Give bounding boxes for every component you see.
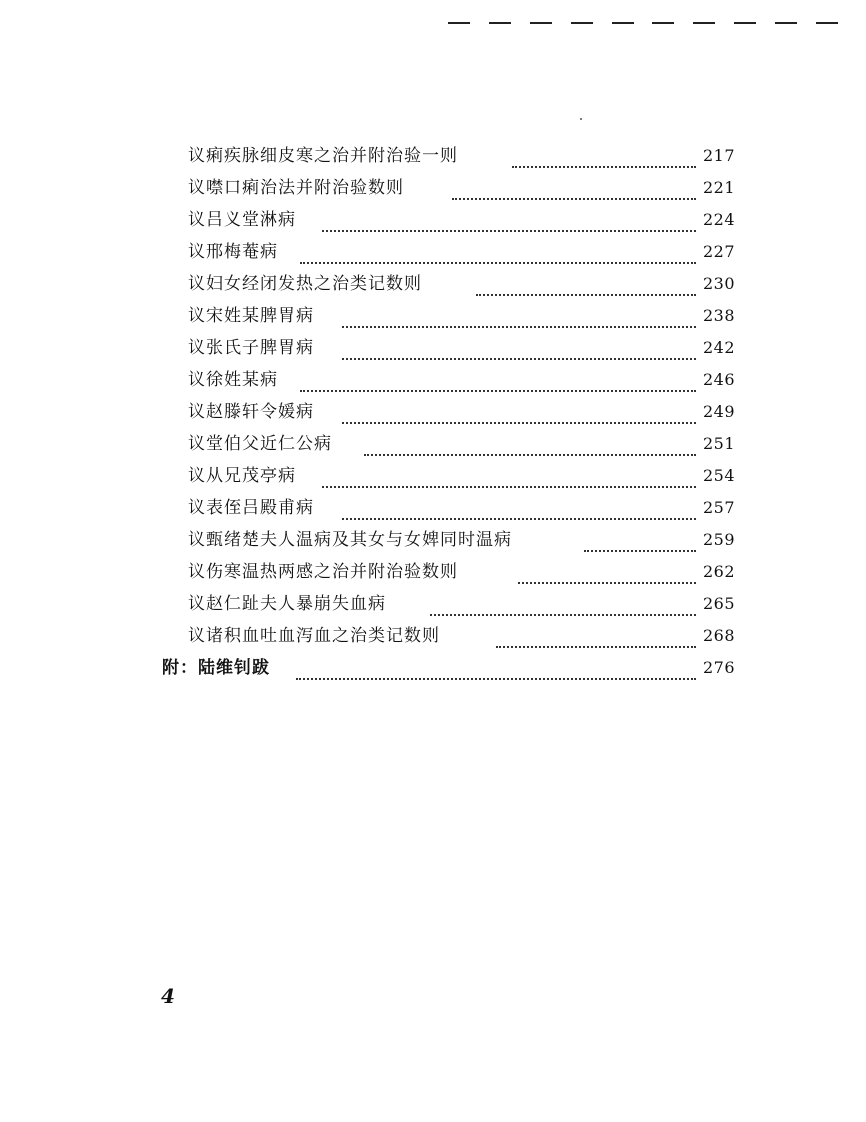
toc-entry[interactable] <box>0 236 866 268</box>
toc-entry-page: 217 <box>703 146 736 165</box>
toc-entry-page: 249 <box>703 402 736 421</box>
toc-entry-page: 251 <box>703 434 736 453</box>
toc-entry-page: 227 <box>703 242 736 261</box>
dot-leader <box>584 530 696 552</box>
dot-leader <box>364 434 696 456</box>
dot-leader <box>496 626 696 648</box>
toc-appendix-page: 276 <box>703 658 736 677</box>
toc-entry-page: 224 <box>703 210 736 229</box>
toc-entry[interactable] <box>0 428 866 460</box>
dot-leader <box>322 466 696 488</box>
toc-entry-page: 238 <box>703 306 736 325</box>
toc-entry-title: 议从兄茂亭病 <box>188 466 296 486</box>
toc-entry-title: 议徐姓某病 <box>188 370 278 390</box>
rule-dash <box>734 22 756 24</box>
toc-entry-page: 246 <box>703 370 736 389</box>
toc-entry[interactable] <box>0 492 866 524</box>
toc-appendix-title: 附：陆维钊跋 <box>162 658 270 678</box>
toc-entry[interactable] <box>0 588 866 620</box>
toc-entry[interactable] <box>0 524 866 556</box>
toc-entry[interactable] <box>0 332 866 364</box>
toc-entry-title: 议诸积血吐血泻血之治类记数则 <box>188 626 440 646</box>
rule-dash <box>816 22 838 24</box>
toc-entry-page: 242 <box>703 338 736 357</box>
toc-entry[interactable] <box>0 396 866 428</box>
scan-speck <box>580 118 582 120</box>
toc-entry-title: 议赵滕轩令媛病 <box>188 402 314 422</box>
toc-entry[interactable] <box>0 140 866 172</box>
dot-leader <box>452 178 696 200</box>
toc-entry-title: 议表侄吕殿甫病 <box>188 498 314 518</box>
dot-leader <box>342 498 696 520</box>
dot-leader <box>342 402 696 424</box>
dot-leader <box>342 306 696 328</box>
dot-leader <box>518 562 696 584</box>
toc-entry-title: 议妇女经闭发热之治类记数则 <box>188 274 422 294</box>
toc-entry-page: 257 <box>703 498 736 517</box>
dot-leader <box>300 242 696 264</box>
toc-entry-page: 230 <box>703 274 736 293</box>
toc-entry-page: 265 <box>703 594 736 613</box>
toc-entry-title: 议甄绪楚夫人温病及其女与女婢同时温病 <box>188 530 512 550</box>
toc-entry[interactable] <box>0 620 866 652</box>
dot-leader <box>430 594 696 616</box>
toc-entry-title: 议吕义堂淋病 <box>188 210 296 230</box>
dot-leader <box>296 658 696 680</box>
toc-appendix-entry[interactable] <box>0 652 866 684</box>
rule-dash <box>489 22 511 24</box>
rule-dash <box>612 22 634 24</box>
toc-entry-page: 268 <box>703 626 736 645</box>
toc-entry-title: 议伤寒温热两感之治并附治验数则 <box>188 562 458 582</box>
page-number: 4 <box>161 984 175 1008</box>
dot-leader <box>476 274 696 296</box>
toc-entry-title: 议堂伯父近仁公病 <box>188 434 332 454</box>
toc-entry[interactable] <box>0 364 866 396</box>
toc-entry[interactable] <box>0 172 866 204</box>
toc-entry[interactable] <box>0 268 866 300</box>
rule-dash <box>652 22 674 24</box>
toc-entry-title: 议邢梅菴病 <box>188 242 278 262</box>
rule-dash <box>448 22 470 24</box>
toc-entry[interactable] <box>0 204 866 236</box>
dot-leader <box>512 146 696 168</box>
dot-leader <box>322 210 696 232</box>
toc-entry-page: 221 <box>703 178 736 197</box>
toc-entry-title: 议宋姓某脾胃病 <box>188 306 314 326</box>
toc-entry-page: 254 <box>703 466 736 485</box>
dot-leader <box>342 338 696 360</box>
rule-dash <box>530 22 552 24</box>
rule-dash <box>571 22 593 24</box>
toc-entry[interactable] <box>0 300 866 332</box>
header-dashed-rule <box>448 22 838 42</box>
rule-dash <box>693 22 715 24</box>
toc-entry-title: 议痢疾脉细皮寒之治并附治验一则 <box>188 146 458 166</box>
toc-entry-title: 议赵仁趾夫人暴崩失血病 <box>188 594 386 614</box>
toc-entry[interactable] <box>0 556 866 588</box>
toc-entry-title: 议噤口痢治法并附治验数则 <box>188 178 404 198</box>
toc-entry-page: 262 <box>703 562 736 581</box>
rule-dash <box>775 22 797 24</box>
dot-leader <box>300 370 696 392</box>
toc-entry-page: 259 <box>703 530 736 549</box>
toc-entry-title: 议张氏子脾胃病 <box>188 338 314 358</box>
toc-entry[interactable] <box>0 460 866 492</box>
